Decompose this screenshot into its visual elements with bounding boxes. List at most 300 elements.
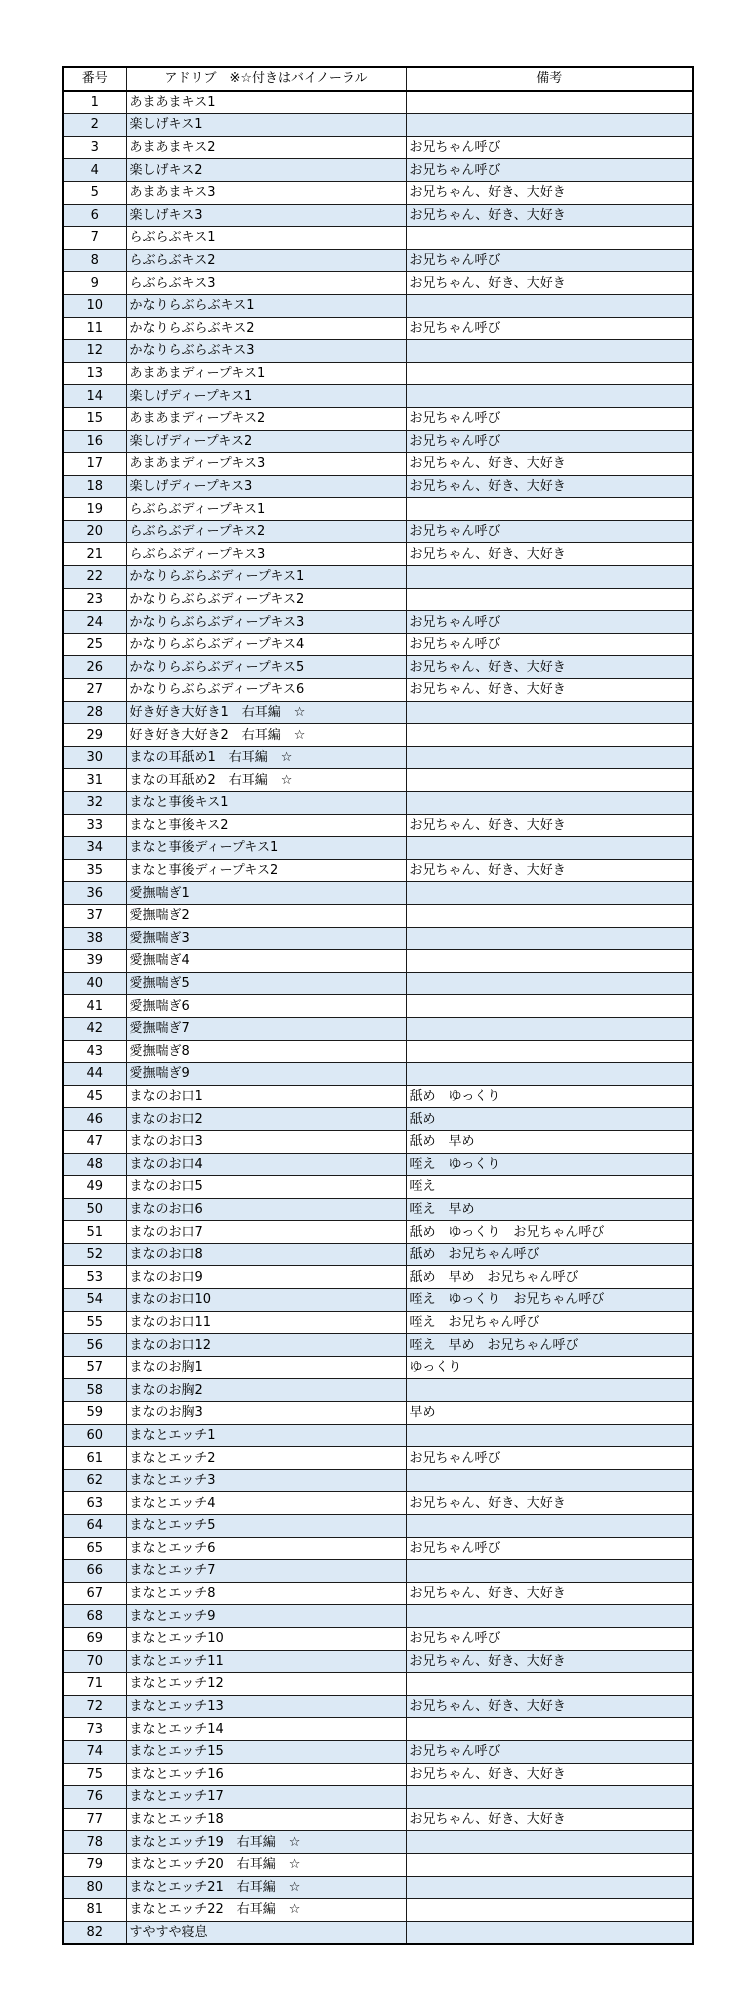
row-note [406, 566, 693, 589]
row-note: お兄ちゃん、好き、大好き [406, 1763, 693, 1786]
table-row [63, 227, 693, 250]
row-note: お兄ちゃん呼び [406, 136, 693, 159]
table-row [63, 1153, 693, 1176]
row-note: お兄ちゃん呼び [406, 1537, 693, 1560]
row-number: 35 [63, 859, 126, 882]
table-row [63, 566, 693, 589]
row-number: 56 [63, 1334, 126, 1357]
row-number: 62 [63, 1469, 126, 1492]
row-number: 32 [63, 792, 126, 815]
row-adlib-title: まなのお口11 [126, 1311, 406, 1334]
row-adlib-title: 楽しげディープキス2 [126, 430, 406, 453]
row-note: 咥え ゆっくり お兄ちゃん呼び [406, 1289, 693, 1312]
row-note [406, 1063, 693, 1086]
row-adlib-title: まなのお口10 [126, 1289, 406, 1312]
row-adlib-title: かなりらぶらぶキス2 [126, 317, 406, 340]
row-note [406, 1853, 693, 1876]
row-note [406, 498, 693, 521]
row-note [406, 1424, 693, 1447]
row-adlib-title: あまあまキス3 [126, 181, 406, 204]
row-note: 咥え [406, 1176, 693, 1199]
row-adlib-title: 愛撫喘ぎ5 [126, 972, 406, 995]
table-row [63, 1786, 693, 1809]
table-row [63, 1243, 693, 1266]
table-row [63, 1899, 693, 1922]
row-number: 9 [63, 272, 126, 295]
row-number: 55 [63, 1311, 126, 1334]
row-note [406, 724, 693, 747]
row-number: 74 [63, 1740, 126, 1763]
row-number: 37 [63, 904, 126, 927]
row-note [406, 1718, 693, 1741]
row-note [406, 904, 693, 927]
table-row [63, 114, 693, 137]
row-adlib-title: かなりらぶらぶディープキス5 [126, 656, 406, 679]
row-note [406, 1379, 693, 1402]
table-row [63, 385, 693, 408]
table-row [63, 1469, 693, 1492]
row-adlib-title: すやすや寝息 [126, 1921, 406, 1944]
row-number: 63 [63, 1492, 126, 1515]
row-note [406, 1673, 693, 1696]
table-row [63, 633, 693, 656]
row-note: お兄ちゃん呼び [406, 159, 693, 182]
row-adlib-title: まなとエッチ22 右耳編 ☆ [126, 1899, 406, 1922]
row-number: 48 [63, 1153, 126, 1176]
row-adlib-title: まなのお口8 [126, 1243, 406, 1266]
table-row [63, 1040, 693, 1063]
row-adlib-title: まなとエッチ5 [126, 1515, 406, 1538]
row-adlib-title: かなりらぶらぶディープキス2 [126, 588, 406, 611]
table-row [63, 679, 693, 702]
row-number: 41 [63, 995, 126, 1018]
row-number: 46 [63, 1108, 126, 1131]
row-number: 52 [63, 1243, 126, 1266]
table-row [63, 1492, 693, 1515]
row-adlib-title: まなとエッチ8 [126, 1582, 406, 1605]
row-number: 45 [63, 1085, 126, 1108]
row-note: お兄ちゃん呼び [406, 1627, 693, 1650]
row-note: お兄ちゃん、好き、大好き [406, 543, 693, 566]
row-adlib-title: まなのお口3 [126, 1130, 406, 1153]
row-adlib-title: 楽しげキス2 [126, 159, 406, 182]
row-note: お兄ちゃん、好き、大好き [406, 272, 693, 295]
row-number: 71 [63, 1673, 126, 1696]
table-row [63, 792, 693, 815]
row-adlib-title: まなとエッチ11 [126, 1650, 406, 1673]
row-note: お兄ちゃん、好き、大好き [406, 679, 693, 702]
row-number: 67 [63, 1582, 126, 1605]
row-number: 76 [63, 1786, 126, 1809]
row-number: 27 [63, 679, 126, 702]
table-row [63, 159, 693, 182]
table-row [63, 136, 693, 159]
row-note: お兄ちゃん呼び [406, 317, 693, 340]
row-note [406, 385, 693, 408]
table-row [63, 430, 693, 453]
row-adlib-title: かなりらぶらぶディープキス6 [126, 679, 406, 702]
row-adlib-title: 楽しげキス3 [126, 204, 406, 227]
table-row [63, 1198, 693, 1221]
row-adlib-title: 愛撫喘ぎ7 [126, 1017, 406, 1040]
row-number: 78 [63, 1831, 126, 1854]
row-adlib-title: らぶらぶディープキス1 [126, 498, 406, 521]
row-note: 咥え お兄ちゃん呼び [406, 1311, 693, 1334]
row-note: 舐め ゆっくり [406, 1085, 693, 1108]
table-row [63, 1515, 693, 1538]
table-row [63, 656, 693, 679]
table-row [63, 972, 693, 995]
table-row [63, 1402, 693, 1425]
row-adlib-title: まなとエッチ17 [126, 1786, 406, 1809]
row-number: 66 [63, 1560, 126, 1583]
row-number: 69 [63, 1627, 126, 1650]
row-note [406, 1899, 693, 1922]
table-row [63, 950, 693, 973]
row-number: 61 [63, 1447, 126, 1470]
row-adlib-title: まなのお胸2 [126, 1379, 406, 1402]
row-number: 49 [63, 1176, 126, 1199]
row-number: 80 [63, 1876, 126, 1899]
row-adlib-title: かなりらぶらぶディープキス3 [126, 611, 406, 634]
row-note: 舐め [406, 1108, 693, 1131]
table-row [63, 1447, 693, 1470]
table-row [63, 746, 693, 769]
row-adlib-title: 好き好き大好き2 右耳編 ☆ [126, 724, 406, 747]
row-adlib-title: かなりらぶらぶディープキス4 [126, 633, 406, 656]
table-row [63, 814, 693, 837]
row-number: 75 [63, 1763, 126, 1786]
row-adlib-title: まなとエッチ21 右耳編 ☆ [126, 1876, 406, 1899]
row-adlib-title: あまあまディープキス2 [126, 407, 406, 430]
row-adlib-title: あまあまキス2 [126, 136, 406, 159]
row-note: お兄ちゃん呼び [406, 1447, 693, 1470]
row-number: 14 [63, 385, 126, 408]
row-number: 29 [63, 724, 126, 747]
row-number: 70 [63, 1650, 126, 1673]
row-note [406, 769, 693, 792]
row-number: 19 [63, 498, 126, 521]
row-note [406, 91, 693, 114]
row-adlib-title: 楽しげディープキス3 [126, 475, 406, 498]
table-row [63, 272, 693, 295]
row-number: 10 [63, 294, 126, 317]
table-row [63, 1063, 693, 1086]
row-note [406, 1831, 693, 1854]
row-adlib-title: あまあまディープキス1 [126, 362, 406, 385]
row-note: お兄ちゃん呼び [406, 430, 693, 453]
table-row [63, 1582, 693, 1605]
row-note: お兄ちゃん呼び [406, 407, 693, 430]
table-row [63, 1085, 693, 1108]
row-number: 40 [63, 972, 126, 995]
row-number: 17 [63, 453, 126, 476]
row-number: 1 [63, 91, 126, 114]
row-note: お兄ちゃん呼び [406, 520, 693, 543]
row-note [406, 972, 693, 995]
table-row [63, 1221, 693, 1244]
row-adlib-title: まなのお口2 [126, 1108, 406, 1131]
row-number: 13 [63, 362, 126, 385]
row-adlib-title: まなの耳舐め1 右耳編 ☆ [126, 746, 406, 769]
row-number: 23 [63, 588, 126, 611]
row-adlib-title: らぶらぶキス3 [126, 272, 406, 295]
row-note: お兄ちゃん、好き、大好き [406, 1492, 693, 1515]
row-note: 舐め 早め [406, 1130, 693, 1153]
table-row [63, 1289, 693, 1312]
row-adlib-title: まなとエッチ2 [126, 1447, 406, 1470]
row-number: 38 [63, 927, 126, 950]
header-notes: 備考 [406, 67, 693, 91]
row-adlib-title: まなと事後ディープキス2 [126, 859, 406, 882]
row-note [406, 1560, 693, 1583]
row-adlib-title: まなと事後キス1 [126, 792, 406, 815]
row-adlib-title: まなとエッチ16 [126, 1763, 406, 1786]
row-adlib-title: 好き好き大好き1 右耳編 ☆ [126, 701, 406, 724]
table-row [63, 995, 693, 1018]
row-note: お兄ちゃん、好き、大好き [406, 1582, 693, 1605]
row-note [406, 950, 693, 973]
row-note: お兄ちゃん、好き、大好き [406, 204, 693, 227]
row-number: 39 [63, 950, 126, 973]
row-adlib-title: かなりらぶらぶキス1 [126, 294, 406, 317]
table-row [63, 1876, 693, 1899]
table-row [63, 1808, 693, 1831]
table-row [63, 1017, 693, 1040]
row-adlib-title: あまあまディープキス3 [126, 453, 406, 476]
table-row [63, 1537, 693, 1560]
row-adlib-title: まなと事後ディープキス1 [126, 837, 406, 860]
row-note: ゆっくり [406, 1356, 693, 1379]
table-row [63, 543, 693, 566]
row-number: 26 [63, 656, 126, 679]
row-adlib-title: まなとエッチ1 [126, 1424, 406, 1447]
row-note [406, 1786, 693, 1809]
row-adlib-title: まなのお口12 [126, 1334, 406, 1357]
row-note: お兄ちゃん、好き、大好き [406, 1695, 693, 1718]
row-adlib-title: まなのお口6 [126, 1198, 406, 1221]
row-adlib-title: まなとエッチ6 [126, 1537, 406, 1560]
row-number: 12 [63, 340, 126, 363]
row-note [406, 927, 693, 950]
table-row [63, 1356, 693, 1379]
row-adlib-title: らぶらぶキス2 [126, 249, 406, 272]
row-number: 21 [63, 543, 126, 566]
table-row [63, 701, 693, 724]
row-note [406, 294, 693, 317]
row-adlib-title: らぶらぶキス1 [126, 227, 406, 250]
row-adlib-title: まなとエッチ13 [126, 1695, 406, 1718]
table-row [63, 588, 693, 611]
row-number: 81 [63, 1899, 126, 1922]
row-number: 77 [63, 1808, 126, 1831]
row-adlib-title: まなのお口5 [126, 1176, 406, 1199]
table-row [63, 1740, 693, 1763]
table-row [63, 1921, 693, 1944]
table-row [63, 204, 693, 227]
header-row [63, 67, 693, 91]
table-row [63, 1176, 693, 1199]
row-adlib-title: まなとエッチ14 [126, 1718, 406, 1741]
row-number: 53 [63, 1266, 126, 1289]
row-number: 73 [63, 1718, 126, 1741]
row-number: 51 [63, 1221, 126, 1244]
table-row [63, 859, 693, 882]
row-adlib-title: まなのお口7 [126, 1221, 406, 1244]
row-number: 28 [63, 701, 126, 724]
row-number: 42 [63, 1017, 126, 1040]
table-row [63, 1560, 693, 1583]
row-adlib-title: らぶらぶディープキス3 [126, 543, 406, 566]
row-adlib-title: まなのお口9 [126, 1266, 406, 1289]
row-adlib-title: まなとエッチ18 [126, 1808, 406, 1831]
row-adlib-title: かなりらぶらぶキス3 [126, 340, 406, 363]
row-number: 6 [63, 204, 126, 227]
table-row [63, 611, 693, 634]
row-note: お兄ちゃん呼び [406, 633, 693, 656]
row-number: 79 [63, 1853, 126, 1876]
row-adlib-title: まなとエッチ19 右耳編 ☆ [126, 1831, 406, 1854]
table-row [63, 904, 693, 927]
row-adlib-title: まなとエッチ15 [126, 1740, 406, 1763]
row-number: 36 [63, 882, 126, 905]
row-adlib-title: まなとエッチ3 [126, 1469, 406, 1492]
table-row [63, 1266, 693, 1289]
row-note [406, 882, 693, 905]
row-number: 57 [63, 1356, 126, 1379]
row-note [406, 114, 693, 137]
table-row [63, 1424, 693, 1447]
row-number: 2 [63, 114, 126, 137]
table-row [63, 1853, 693, 1876]
row-note: お兄ちゃん、好き、大好き [406, 1650, 693, 1673]
table-row [63, 407, 693, 430]
row-adlib-title: まなのお口1 [126, 1085, 406, 1108]
row-adlib-title: 楽しげディープキス1 [126, 385, 406, 408]
row-note: 舐め お兄ちゃん呼び [406, 1243, 693, 1266]
row-number: 16 [63, 430, 126, 453]
row-note: 咥え 早め [406, 1198, 693, 1221]
row-number: 60 [63, 1424, 126, 1447]
row-number: 18 [63, 475, 126, 498]
row-adlib-title: まなのお口4 [126, 1153, 406, 1176]
table-row [63, 1831, 693, 1854]
row-note [406, 1876, 693, 1899]
row-adlib-title: 愛撫喘ぎ9 [126, 1063, 406, 1086]
row-adlib-title: まなと事後キス2 [126, 814, 406, 837]
table-row [63, 340, 693, 363]
table-row [63, 1673, 693, 1696]
table-row [63, 317, 693, 340]
row-note: お兄ちゃん、好き、大好き [406, 181, 693, 204]
row-note [406, 837, 693, 860]
table-row [63, 249, 693, 272]
row-note: 舐め 早め お兄ちゃん呼び [406, 1266, 693, 1289]
table-body [63, 91, 693, 1945]
header-adlib: アドリブ ※☆付きはバイノーラル [126, 67, 406, 91]
row-note [406, 701, 693, 724]
row-number: 44 [63, 1063, 126, 1086]
table-row [63, 769, 693, 792]
row-number: 64 [63, 1515, 126, 1538]
row-number: 34 [63, 837, 126, 860]
row-adlib-title: 楽しげキス1 [126, 114, 406, 137]
row-number: 59 [63, 1402, 126, 1425]
row-note [406, 1017, 693, 1040]
row-adlib-title: かなりらぶらぶディープキス1 [126, 566, 406, 589]
row-adlib-title: まなとエッチ9 [126, 1605, 406, 1628]
row-note: お兄ちゃん呼び [406, 611, 693, 634]
table-row [63, 724, 693, 747]
row-adlib-title: 愛撫喘ぎ3 [126, 927, 406, 950]
row-number: 4 [63, 159, 126, 182]
row-note [406, 1469, 693, 1492]
table-row [63, 1650, 693, 1673]
row-adlib-title: あまあまキス1 [126, 91, 406, 114]
row-adlib-title: まなとエッチ7 [126, 1560, 406, 1583]
row-adlib-title: まなの耳舐め2 右耳編 ☆ [126, 769, 406, 792]
row-number: 24 [63, 611, 126, 634]
row-number: 50 [63, 1198, 126, 1221]
row-number: 58 [63, 1379, 126, 1402]
row-note [406, 588, 693, 611]
table-row [63, 294, 693, 317]
row-adlib-title: まなのお胸1 [126, 1356, 406, 1379]
row-number: 5 [63, 181, 126, 204]
row-note [406, 1921, 693, 1944]
row-adlib-title: まなとエッチ10 [126, 1627, 406, 1650]
row-note: 早め [406, 1402, 693, 1425]
table-row [63, 1379, 693, 1402]
table-row [63, 453, 693, 476]
row-number: 54 [63, 1289, 126, 1312]
row-note [406, 792, 693, 815]
row-note: お兄ちゃん呼び [406, 249, 693, 272]
row-note [406, 340, 693, 363]
row-adlib-title: まなとエッチ20 右耳編 ☆ [126, 1853, 406, 1876]
table-row [63, 520, 693, 543]
row-number: 8 [63, 249, 126, 272]
table-row [63, 1763, 693, 1786]
row-number: 20 [63, 520, 126, 543]
row-note: お兄ちゃん、好き、大好き [406, 1808, 693, 1831]
row-number: 72 [63, 1695, 126, 1718]
adlib-table [62, 66, 694, 1945]
row-number: 33 [63, 814, 126, 837]
row-number: 15 [63, 407, 126, 430]
row-adlib-title: 愛撫喘ぎ2 [126, 904, 406, 927]
table-row [63, 1718, 693, 1741]
row-adlib-title: 愛撫喘ぎ4 [126, 950, 406, 973]
row-number: 68 [63, 1605, 126, 1628]
header-number: 番号 [63, 67, 126, 91]
row-note: 舐め ゆっくり お兄ちゃん呼び [406, 1221, 693, 1244]
table-row [63, 837, 693, 860]
row-number: 22 [63, 566, 126, 589]
row-adlib-title: 愛撫喘ぎ8 [126, 1040, 406, 1063]
table-row [63, 1334, 693, 1357]
table-row [63, 91, 693, 114]
table-row [63, 1108, 693, 1131]
row-note: お兄ちゃん、好き、大好き [406, 814, 693, 837]
table-row [63, 181, 693, 204]
table-row [63, 1605, 693, 1628]
row-number: 65 [63, 1537, 126, 1560]
table-row [63, 362, 693, 385]
row-note [406, 1515, 693, 1538]
row-number: 30 [63, 746, 126, 769]
table-row [63, 498, 693, 521]
